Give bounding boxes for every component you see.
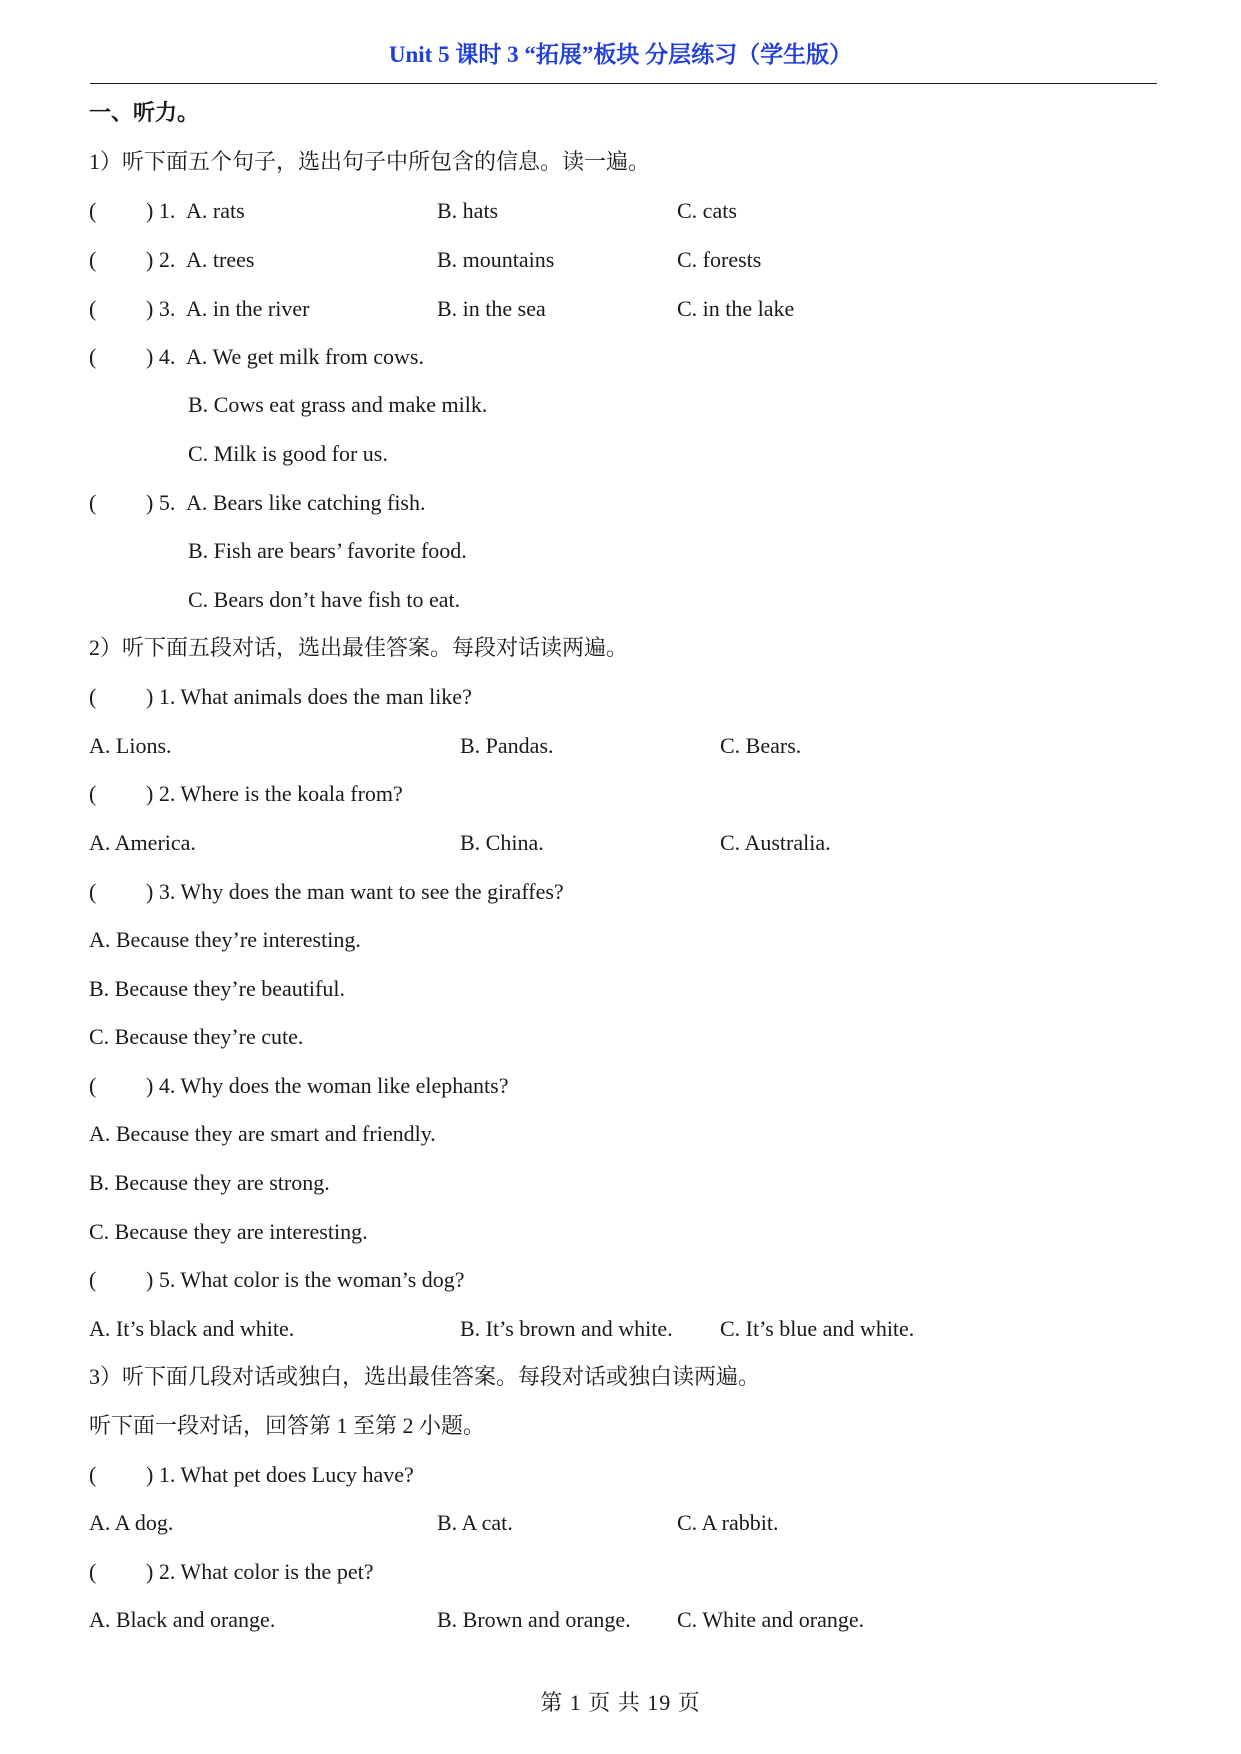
option-c: C. in the lake xyxy=(677,296,795,321)
part2-question-1-options xyxy=(0,730,1241,762)
option-c: C. White and orange. xyxy=(677,1607,865,1632)
answer-blank-paren: ( xyxy=(89,1462,97,1487)
question-stem: ) 2. What color is the pet? xyxy=(146,1559,374,1584)
answer-blank-paren: ( xyxy=(89,879,97,904)
part1-question-1 xyxy=(0,195,1241,227)
part3-question-2-options xyxy=(0,1604,1241,1636)
option-c: C. Because they’re cute. xyxy=(89,1024,304,1049)
option-a: A. Black and orange. xyxy=(89,1607,276,1632)
option-a: A. in the river xyxy=(186,296,310,321)
question-number: ) 4. xyxy=(146,344,176,369)
answer-blank-paren: ( xyxy=(89,247,97,272)
option-b: B. in the sea xyxy=(437,296,546,321)
part3-question-2 xyxy=(0,1556,1241,1588)
part3-question-1-options xyxy=(0,1507,1241,1539)
option-a: A. We get milk from cows. xyxy=(186,344,424,369)
question-stem: ) 2. Where is the koala from? xyxy=(146,781,403,806)
option-a: A. Because they are smart and friendly. xyxy=(89,1121,436,1146)
question-number: ) 2. xyxy=(146,247,176,272)
section-heading: 一、听力。 xyxy=(89,100,200,125)
option-b: B. Because they’re beautiful. xyxy=(89,976,345,1001)
part1-question-2 xyxy=(0,244,1241,276)
question-stem: ) 1. What animals does the man like? xyxy=(146,684,472,709)
part1-question-5 xyxy=(0,487,1241,519)
option-b: B. It’s brown and white. xyxy=(460,1316,673,1341)
option-c: C. Australia. xyxy=(720,830,831,855)
option-a: A. trees xyxy=(186,247,255,272)
answer-blank-paren: ( xyxy=(89,296,97,321)
part1-question-3 xyxy=(0,293,1241,325)
option-c: C. Because they are interesting. xyxy=(89,1219,368,1244)
option-b: B. Pandas. xyxy=(460,733,554,758)
question-number: ) 5. xyxy=(146,490,176,515)
answer-blank-paren: ( xyxy=(89,781,97,806)
part2-question-5-options xyxy=(0,1313,1241,1345)
option-a: A. Lions. xyxy=(89,733,172,758)
option-c: C. cats xyxy=(677,198,737,223)
part2-question-2-options xyxy=(0,827,1241,859)
option-b: B. China. xyxy=(460,830,544,855)
answer-blank-paren: ( xyxy=(89,490,97,515)
part2-question-5 xyxy=(0,1264,1241,1296)
option-c: C. It’s blue and white. xyxy=(720,1316,915,1341)
answer-blank-paren: ( xyxy=(89,1073,97,1098)
part2-question-2 xyxy=(0,778,1241,810)
option-b: B. Fish are bears’ favorite food. xyxy=(188,538,467,563)
question-stem: ) 5. What color is the woman’s dog? xyxy=(146,1267,465,1292)
option-c: C. forests xyxy=(677,247,762,272)
answer-blank-paren: ( xyxy=(89,198,97,223)
option-a: A. A dog. xyxy=(89,1510,174,1535)
question-stem: ) 1. What pet does Lucy have? xyxy=(146,1462,414,1487)
part2-question-1 xyxy=(0,681,1241,713)
document-header-title: Unit 5 课时 3 “拓展”板块 分层练习（学生版） xyxy=(388,42,853,67)
part1-question-4 xyxy=(0,341,1241,373)
option-b: B. Brown and orange. xyxy=(437,1607,631,1632)
option-b: B. Cows eat grass and make milk. xyxy=(188,392,488,417)
part3-sub-instruction: 听下面一段对话，回答第 1 至第 2 小题。 xyxy=(89,1413,486,1438)
question-number: ) 1. xyxy=(146,198,176,223)
option-c: C. A rabbit. xyxy=(677,1510,779,1535)
part2-instruction: 2）听下面五段对话，选出最佳答案。每段对话读两遍。 xyxy=(89,635,629,660)
answer-blank-paren: ( xyxy=(89,684,97,709)
part2-question-4 xyxy=(0,1070,1241,1102)
part3-instruction: 3）听下面几段对话或独白，选出最佳答案。每段对话或独白读两遍。 xyxy=(89,1364,761,1389)
option-a: A. Because they’re interesting. xyxy=(89,927,361,952)
answer-blank-paren: ( xyxy=(89,1267,97,1292)
answer-blank-paren: ( xyxy=(89,1559,97,1584)
part3-question-1 xyxy=(0,1459,1241,1491)
option-c: C. Bears. xyxy=(720,733,802,758)
option-b: B. Because they are strong. xyxy=(89,1170,330,1195)
option-b: B. A cat. xyxy=(437,1510,513,1535)
option-c: C. Milk is good for us. xyxy=(188,441,388,466)
option-c: C. Bears don’t have fish to eat. xyxy=(188,587,461,612)
part1-instruction: 1）听下面五个句子，选出句子中所包含的信息。读一遍。 xyxy=(89,149,651,174)
page-number-footer: 第 1 页 共 19 页 xyxy=(540,1690,701,1715)
question-stem: ) 3. Why does the man want to see the giraffes? xyxy=(146,879,564,904)
question-number: ) 3. xyxy=(146,296,176,321)
option-a: A. rats xyxy=(186,198,245,223)
option-b: B. mountains xyxy=(437,247,555,272)
part2-question-3 xyxy=(0,876,1241,908)
answer-blank-paren: ( xyxy=(89,344,97,369)
question-stem: ) 4. Why does the woman like elephants? xyxy=(146,1073,509,1098)
option-a: A. Bears like catching fish. xyxy=(186,490,426,515)
option-a: A. It’s black and white. xyxy=(89,1316,295,1341)
header-divider xyxy=(90,83,1157,84)
option-a: A. America. xyxy=(89,830,196,855)
option-b: B. hats xyxy=(437,198,499,223)
